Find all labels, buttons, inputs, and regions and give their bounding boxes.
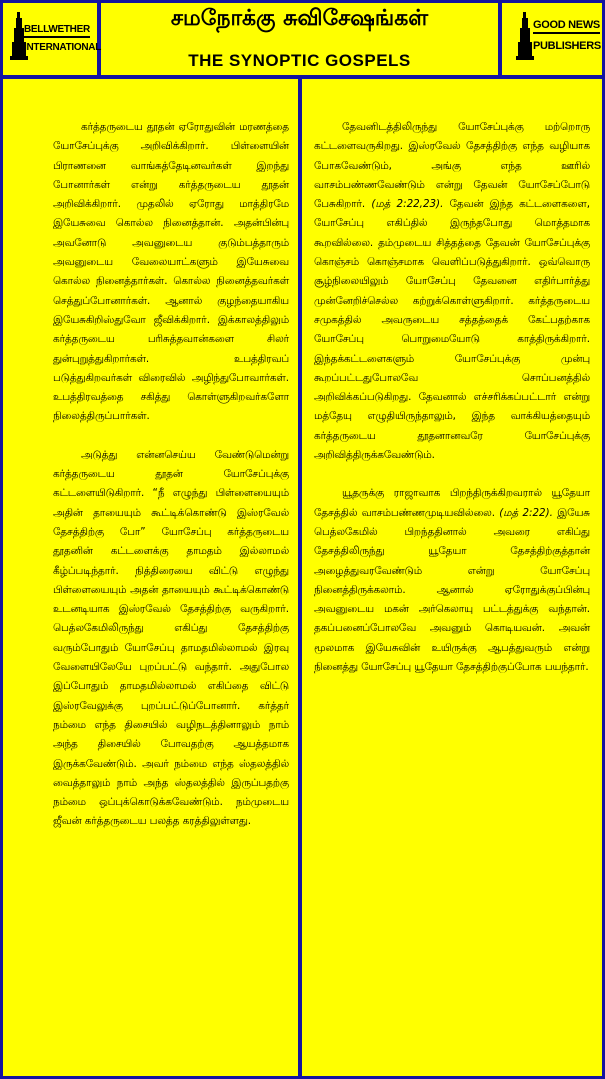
scripture-reference: (மத் 2:22,23).: [371, 198, 444, 211]
right-column: [314, 118, 590, 677]
right-paragraph-1-text-b: தேவன் இந்த கட்டளைகளை, யோசேப்பு எகிப்தில் இருந்தபோது மொத்தமாக கூறவில்லை. தம்முடைய சித்தத்தை தேவன் யோசேப்புக்கு கொஞ்சம் கொஞ்சமாக வெளிப்படுத்துகிறார். ஒவ்வொரு சூழ்நிலையிலும் யோசேப்பு தேவனை எதிர்பார்த்து முன்னேறிச்செல்ல கற்றுக்கொள்ளுகிறார். கர்த்தருடைய சமுகத்தில் அவருடைய சத்தத்தைக் கேட்பதற்காக யோசேப்பு பொறுமையோடு காத்திருக்கிறார். இந்தக்கட்டளைகளும் யோசேப்புக்கு முன்பு கூறப்பட்டதுபோலவே சொப்பனத்தில் அறிவிக்கப்படுகிறது. தேவனால் எச்சரிக்கப்பட்டார் என்று மத்தேயு எழுதியிருந்தாலும், இந்த வாக்கியத்தையும் கர்த்தருடைய தூதனானவரே யோசேப்புக்கு அறிவித்திருக்கவேண்டும்.: [314, 198, 590, 462]
publisher-logo: [498, 0, 605, 75]
page-title-english: THE SYNOPTIC GOSPELS: [188, 51, 411, 70]
bellwether-line1: BELLWETHER: [24, 24, 90, 38]
right-paragraph-2-text-b: இயேசு பெத்லகேமில் பிறந்ததினால் அவரை எகிப்து தேசத்திலிருந்து யூதேயா தேசத்திற்குத்தான் அழைத்துவரவேண்டும் என்று யோசேப்பு நினைத்திருக்கலாம். ஆனால் ஏரோதுக்குப்பின்பு அவனுடைய மகன் அர்கெலாயு பட்டத்துக்கு வந்தான். தகப்பனைப்போலவே அவனும் கொடியவன். அவன் மூலமாக இயேசுவின் உயிருக்கு ஆபத்துவரும் என்று நினைத்து யோசேப்பு யூதேயா தேசத்திற்குப்போக பயந்தார்.: [314, 506, 591, 674]
bellwether-line2: INTERNATIONAL: [24, 42, 102, 53]
bellwether-logo: [0, 0, 101, 75]
publisher-icon: [516, 12, 534, 60]
left-column: [53, 118, 289, 832]
publisher-line1: GOOD NEWS: [533, 19, 600, 34]
publisher-line2: PUBLISHERS: [533, 40, 601, 52]
page-header: [0, 0, 605, 79]
right-paragraph-2-text-a: யூதருக்கு ராஜாவாக பிறந்திருக்கிறவரால் யூதேயா தேசத்தில் வாசம்பண்ணமுடியவில்லை.: [314, 487, 590, 519]
page-title-tamil: சமநோக்கு சுவிசேஷங்கள்: [170, 6, 429, 31]
left-paragraph-1: கர்த்தருடைய தூதன் ஏரோதுவின் மரணத்தை யோசேப்புக்கு அறிவிக்கிறார். பிள்ளையின் பிராணனை வாங்கத்தேடினவர்கள் இறந்து போனார்கள் என்று கர்த்தருடைய தூதன் அறிவிக்கிறார். முதலில் ஏரோது மாத்திரமே இயேசுவை கொல்ல நினைத்தான். அதன்பின்பு அவனோடு அவனுடைய குடும்பத்தாரும் அவனுடைய வேலையாட்களும் இயேசுவை கொல்ல நினைத்தார்கள். கொல்ல நினைத்தவர்கள் செத்துப்போனார்கள். ஆனால் குழந்தையாகிய இயேசுகிறிஸ்துவோ ஜீவிக்கிறார். இக்காலத்திலும் கர்த்தருடைய பரிசுத்தவான்களை சிலர் துன்புறுத்துகிறார்கள். உபத்திரவப் படுத்துகிறவர்கள் விரைவில் அழிந்துபோவார்கள். உபத்திரவத்தை சகித்து கொள்ளுகிறவர்களோ நிலைத்திருப்பார்கள்.: [53, 121, 289, 423]
left-paragraph-2: அடுத்து என்னசெய்ய வேண்டுமென்று கர்த்தருடைய தூதன் யோசேப்புக்கு கட்டளையிடுகிறார். “நீ எழுந்து பிள்ளையையும் அதின் தாயையும் கூட்டிக்கொண்டு இஸ்ரவேல் தேசத்திற்கு போ” யோசேப்பு கர்த்தருடைய தூதனின் கட்டளைக்கு தாமதம் இல்லாமல் கீழ்ப்படிந்தார். நித்திரையை விட்டு எழுந்து பிள்ளையையும் அதன் தாயையும் கூட்டிக்கொண்டு உடனடியாக இஸ்ரவேல் தேசத்திற்கு வருகிறார். பெத்லகேமிலிருந்து எகிப்து தேசத்திற்கு வரும்போதும் யோசேப்பு தாமதமில்லாமல் இரவு வேளையிலேயே புறப்பட்டு வந்தார். அதுபோல இப்போதும் தாமதமில்லாமல் எகிப்தை விட்டு இஸ்ரவேலுக்கு புறப்பட்டுப்போனார். கர்த்தர் நம்மை எந்த திசையில் வழிநடத்தினாலும் நாம் அந்த திசையில் போவதற்கு ஆயத்தமாக இருக்கவேண்டும். அவர் நம்மை எந்த ஸ்தலத்தில் வைத்தாலும் நாம் அந்த ஸ்தலத்தில் இருப்பதற்கு நம்மை ஒப்புக்கொடுக்கவேண்டும். நம்முடைய ஜீவன் கர்த்தருடைய பலத்த கரத்திலுள்ளது.: [53, 448, 289, 828]
right-paragraph-1: [314, 118, 590, 465]
scripture-reference: (மத் 2:22).: [499, 506, 553, 519]
right-paragraph-1-text-a: தேவனிடத்திலிருந்து யோசேப்புக்கு மற்றொரு கட்டளைவருகிறது. இஸ்ரவேல் தேசத்திற்கு எந்த வழியாக போகவேண்டும், அங்கு எந்த ஊரில் வாசம்பண்ணவேண்டும் என்று தேவன் யோசேப்போடு பேசுகிறார்.: [314, 121, 590, 211]
right-paragraph-2: [314, 484, 590, 677]
column-divider: [298, 79, 302, 1079]
